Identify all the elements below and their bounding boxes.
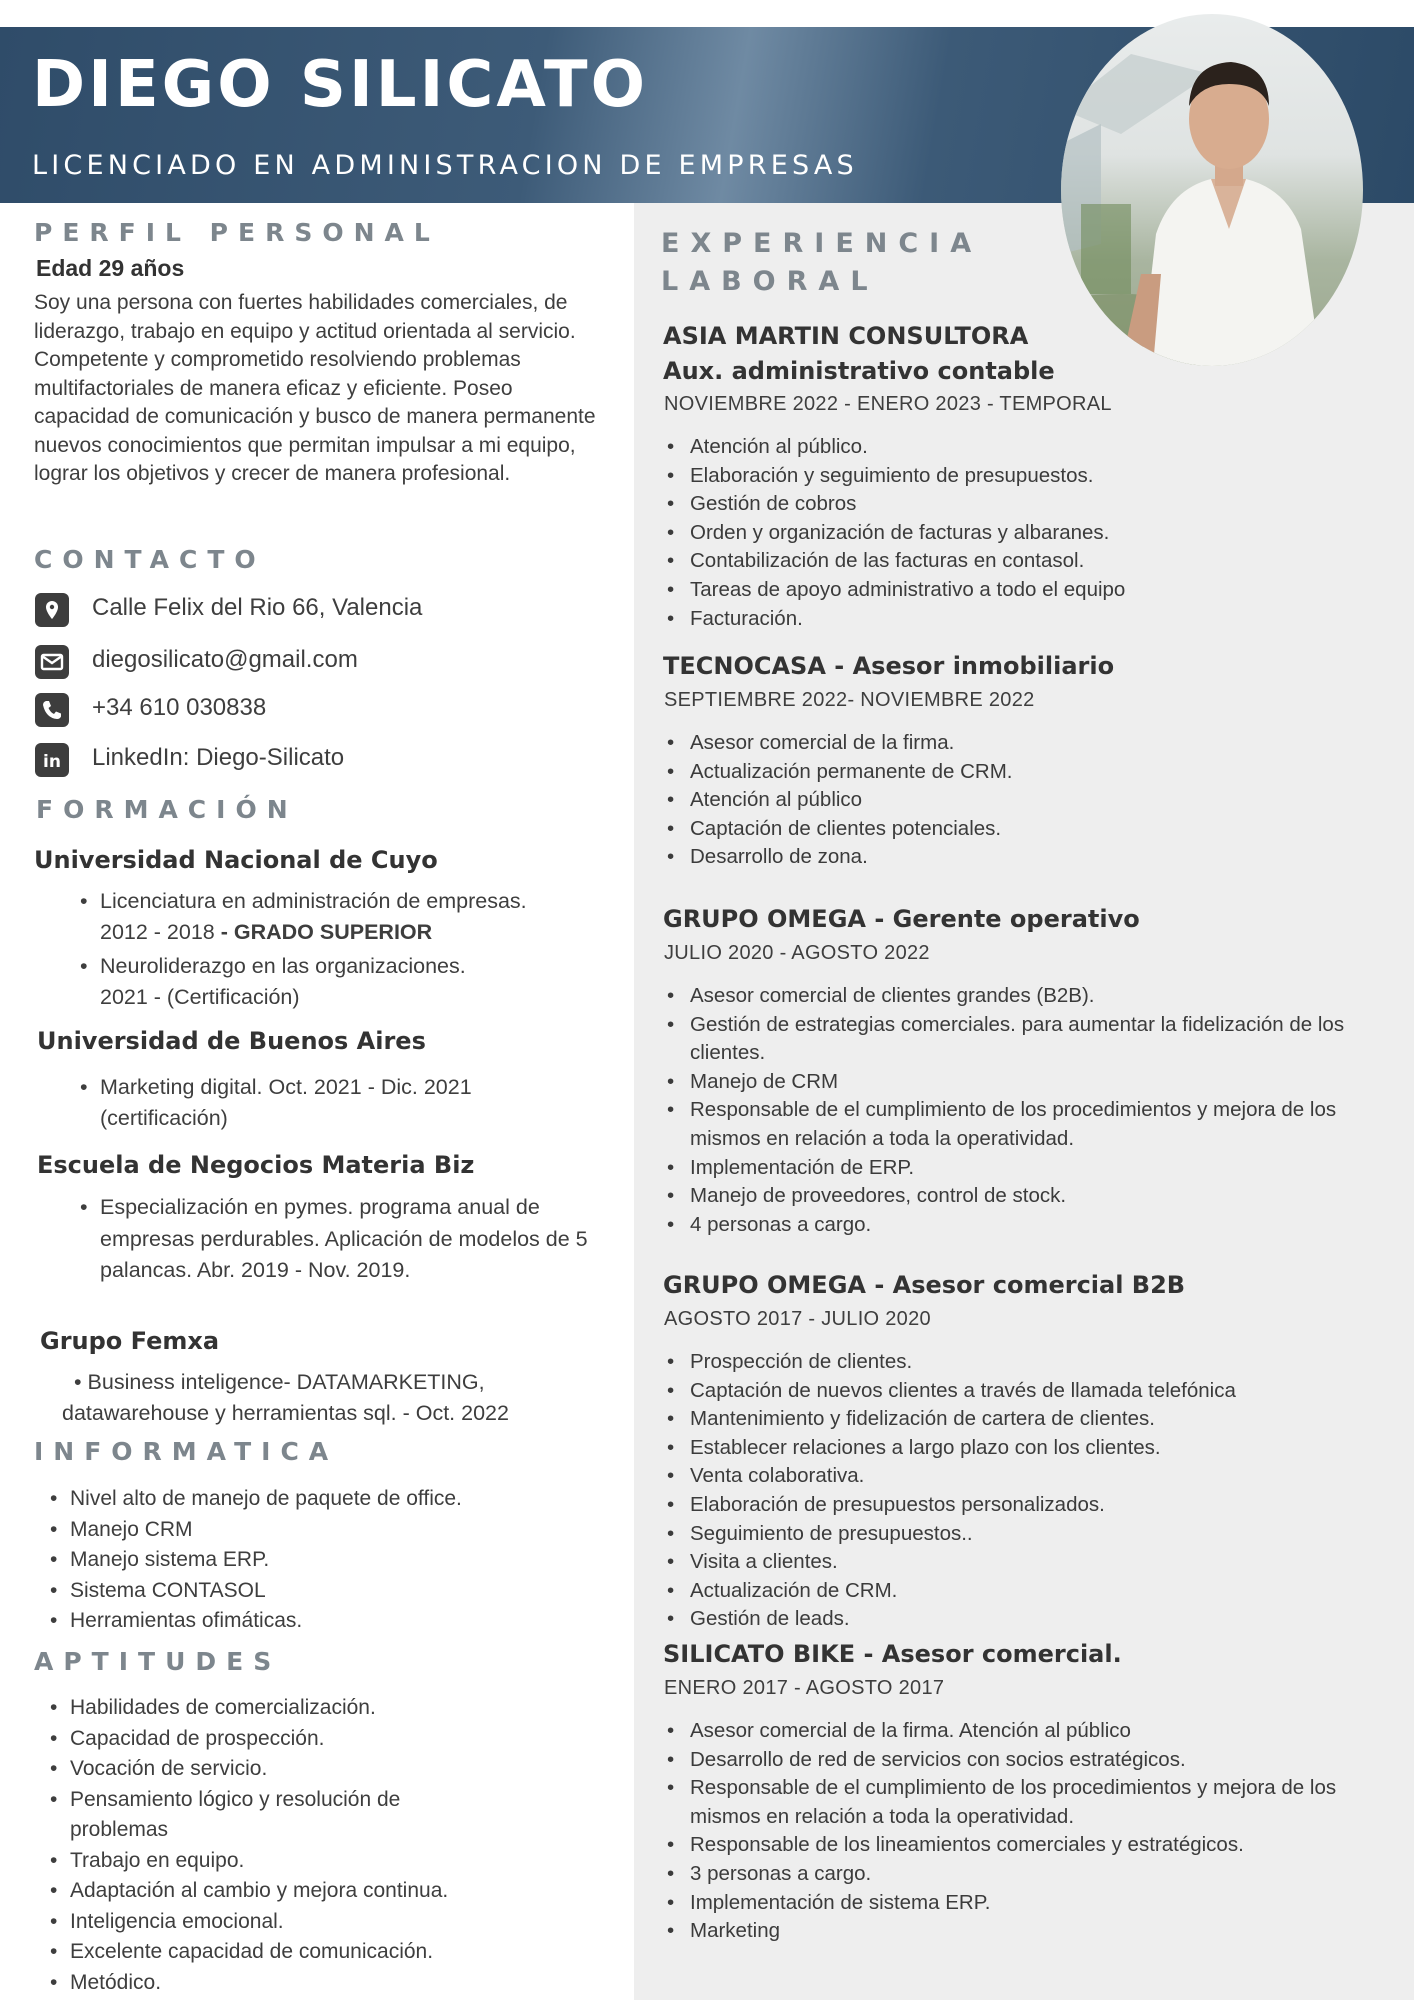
list-item: • Facturación. — [664, 605, 1394, 634]
list-item: • Desarrollo de red de servicios con socios estratégicos. — [664, 1746, 1394, 1775]
list-item: • Actualización de CRM. — [664, 1577, 1394, 1606]
experiencia-heading-line1: EXPERIENCIA — [661, 228, 983, 259]
list-item: • Venta colaborativa. — [664, 1462, 1394, 1491]
mail-icon — [35, 645, 69, 679]
job-2-title: TECNOCASA - Asesor inmobiliario — [663, 652, 1115, 680]
list-item: • Manejo sistema ERP. — [44, 1545, 604, 1576]
contact-linkedin[interactable]: LinkedIn: Diego-Silicato — [92, 744, 345, 771]
list-item: • Asesor comercial de la firma. — [664, 729, 1394, 758]
contact-email[interactable]: diegosilicato@gmail.com — [92, 646, 358, 673]
list-item: • Atención al público — [664, 786, 1394, 815]
list-item: • Nivel alto de manejo de paquete de office. — [44, 1484, 604, 1515]
list-item: • Orden y organización de facturas y albaranes. — [664, 519, 1394, 548]
list-item: • Implementación de ERP. — [664, 1154, 1394, 1183]
informatica-heading: INFORMATICA — [34, 1437, 339, 1466]
list-item: • Marketing digital. Oct. 2021 - Dic. 2021 (certificación) — [74, 1072, 554, 1134]
list-item: • Elaboración y seguimiento de presupuestos. — [664, 462, 1394, 491]
uba-name: Universidad de Buenos Aires — [37, 1027, 426, 1055]
linkedin-icon — [35, 743, 69, 777]
aptitudes-heading: APTITUDES — [34, 1647, 282, 1676]
job-2-dates: SEPTIEMBRE 2022- NOVIEMBRE 2022 — [664, 689, 1035, 711]
list-item: • Pensamiento lógico y resolución de problemas — [44, 1785, 484, 1846]
list-item: • Capacidad de prospección. — [44, 1724, 484, 1755]
list-item: • Neuroliderazgo en las organizaciones. 2021 - (Certificación) — [74, 951, 614, 1013]
list-item: • Inteligencia emocional. — [44, 1907, 484, 1938]
list-item: • Mantenimiento y fidelización de cartera de clientes. — [664, 1405, 1394, 1434]
list-item: • Seguimiento de presupuestos.. — [664, 1520, 1394, 1549]
job-3-title: GRUPO OMEGA - Gerente operativo — [663, 905, 1140, 933]
list-item: • Desarrollo de zona. — [664, 843, 1394, 872]
experiencia-heading-line2: LABORAL — [661, 266, 879, 297]
job-5-list — [664, 1717, 1394, 1946]
job-1-role: Aux. administrativo contable — [663, 357, 1055, 385]
list-item: • Implementación de sistema ERP. — [664, 1889, 1394, 1918]
job-4-title: GRUPO OMEGA - Asesor comercial B2B — [663, 1271, 1186, 1299]
list-item: • Prospección de clientes. — [664, 1348, 1394, 1377]
list-item: • Actualización permanente de CRM. — [664, 758, 1394, 787]
list-item: • Sistema CONTASOL — [44, 1576, 604, 1607]
candidate-title: LICENCIADO EN ADMINISTRACION DE EMPRESAS — [32, 150, 858, 181]
list-item: • Excelente capacidad de comunicación. — [44, 1937, 484, 1968]
materia-list — [74, 1192, 599, 1287]
list-item: • Marketing — [664, 1917, 1394, 1946]
femxa-name: Grupo Femxa — [40, 1327, 220, 1355]
job-4-list — [664, 1348, 1394, 1634]
profile-photo — [1061, 14, 1363, 366]
job-1-company: ASIA MARTIN CONSULTORA — [663, 322, 1029, 350]
list-item: • Vocación de servicio. — [44, 1754, 484, 1785]
job-1-dates: NOVIEMBRE 2022 - ENERO 2023 - TEMPORAL — [664, 393, 1112, 415]
contact-address: Calle Felix del Rio 66, Valencia — [92, 594, 423, 621]
list-item: • Responsable de los lineamientos comerciales y estratégicos. — [664, 1831, 1394, 1860]
aptitudes-list — [44, 1693, 484, 1998]
job-4-dates: AGOSTO 2017 - JULIO 2020 — [664, 1308, 931, 1330]
formacion-heading: FORMACIÓN — [36, 795, 298, 824]
list-item: • Gestión de cobros — [664, 490, 1394, 519]
list-item: • 4 personas a cargo. — [664, 1211, 1394, 1240]
job-2-list — [664, 729, 1394, 872]
list-item: • Establecer relaciones a largo plazo con los clientes. — [664, 1434, 1394, 1463]
list-item: • Elaboración de presupuestos personalizados. — [664, 1491, 1394, 1520]
materia-name: Escuela de Negocios Materia Biz — [37, 1151, 475, 1179]
list-item: • Visita a clientes. — [664, 1548, 1394, 1577]
list-item: • Licenciatura en administración de empresas. 2012 - 2018 - GRADO SUPERIOR — [74, 886, 614, 948]
job-3-list — [664, 982, 1394, 1239]
job-5-title: SILICATO BIKE - Asesor comercial. — [663, 1640, 1122, 1668]
list-item: • Manejo de CRM — [664, 1068, 1394, 1097]
contact-phone[interactable]: +34 610 030838 — [92, 694, 267, 721]
perfil-heading: PERFIL PERSONAL — [34, 218, 440, 247]
location-icon — [35, 593, 69, 627]
job-3-dates: JULIO 2020 - AGOSTO 2022 — [664, 942, 930, 964]
uncuyo-name: Universidad Nacional de Cuyo — [34, 846, 438, 874]
list-item: • Herramientas ofimáticas. — [44, 1606, 604, 1637]
list-item: • Responsable de el cumplimiento de los procedimientos y mejora de los mismos en relación a toda la operatividad. — [664, 1774, 1394, 1831]
list-item: • Especialización en pymes. programa anual de empresas perdurables. Aplicación de modelos de 5 palancas. Abr. 2019 - Nov. 2019. — [74, 1192, 599, 1287]
list-item: • Manejo CRM — [44, 1515, 604, 1546]
list-item: • Contabilización de las facturas en contasol. — [664, 547, 1394, 576]
job-1-list — [664, 433, 1394, 633]
candidate-name: DIEGO SILICATO — [32, 48, 648, 122]
list-item: • Adaptación al cambio y mejora continua. — [44, 1876, 484, 1907]
job-5-dates: ENERO 2017 - AGOSTO 2017 — [664, 1677, 945, 1699]
list-item: • Asesor comercial de la firma. Atención al público — [664, 1717, 1394, 1746]
perfil-age: Edad 29 años — [36, 255, 185, 281]
list-item: • Responsable de el cumplimiento de los procedimientos y mejora de los mismos en relación a toda la operatividad. — [664, 1096, 1394, 1153]
list-item: • Gestión de estrategias comerciales. para aumentar la fidelización de los clientes. — [664, 1011, 1394, 1068]
list-item: • Tareas de apoyo administrativo a todo el equipo — [664, 576, 1394, 605]
list-item: • Captación de nuevos clientes a través de llamada telefónica — [664, 1377, 1394, 1406]
list-item: • Asesor comercial de clientes grandes (B2B). — [664, 982, 1394, 1011]
phone-icon — [35, 693, 69, 727]
list-item: • Habilidades de comercialización. — [44, 1693, 484, 1724]
contacto-heading: CONTACTO — [34, 545, 266, 574]
perfil-text: Soy una persona con fuertes habilidades comerciales, de liderazgo, trabajo en equipo y actitud orientada al servicio. Competente y comprometido resolviendo problemas multifactoriales de manera eficaz y eficiente. Poseo capacidad de comunicación y busco de manera permanente nuevos conocimientos que permitan impulsar a mi equipo, lograr los objetivos y crecer de manera profesional. — [34, 291, 596, 485]
list-item: • Captación de clientes potenciales. — [664, 815, 1394, 844]
uncuyo-list — [74, 886, 614, 1013]
svg-text:in: in — [43, 752, 61, 772]
list-item: • 3 personas a cargo. — [664, 1860, 1394, 1889]
list-item: • Metódico. — [44, 1968, 484, 1999]
list-item: • Atención al público. — [664, 433, 1394, 462]
list-item: • Gestión de leads. — [664, 1605, 1394, 1634]
femxa-item: • Business inteligence- DATAMARKETING, datawarehouse y herramientas sql. - Oct. 2022 — [62, 1370, 509, 1425]
informatica-list — [44, 1484, 604, 1637]
uba-list — [74, 1072, 554, 1134]
list-item: • Trabajo en equipo. — [44, 1846, 484, 1877]
list-item: • Manejo de proveedores, control de stock. — [664, 1182, 1394, 1211]
